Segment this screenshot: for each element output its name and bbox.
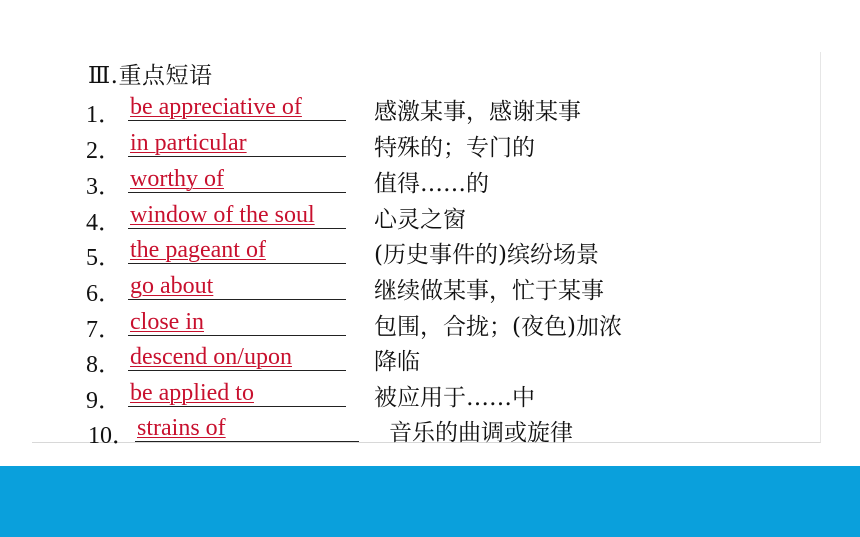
answer-blank bbox=[128, 200, 346, 229]
answer-blank bbox=[128, 128, 346, 157]
answer-blank bbox=[128, 164, 346, 193]
answer-blank bbox=[128, 378, 346, 407]
phrase-row bbox=[86, 378, 706, 412]
phrase-row bbox=[86, 200, 706, 234]
answer-text: worthy of bbox=[130, 166, 224, 192]
answer-blank bbox=[128, 271, 346, 300]
item-number: 1． bbox=[86, 102, 122, 128]
item-number: 8． bbox=[86, 352, 122, 378]
phrase-row bbox=[86, 413, 706, 447]
meaning-text: 音乐的曲调或旋律 bbox=[389, 420, 573, 446]
meaning-text: 感激某事，感谢某事 bbox=[374, 99, 581, 125]
answer-text: the pageant of bbox=[130, 237, 266, 263]
item-number: 6． bbox=[86, 281, 122, 307]
answer-text: descend on/upon bbox=[130, 344, 292, 370]
item-number: 10． bbox=[88, 423, 136, 449]
answer-text: be applied to bbox=[130, 380, 254, 406]
meaning-text: 特殊的；专门的 bbox=[374, 135, 535, 161]
answer-text: in particular bbox=[130, 130, 247, 156]
phrase-row bbox=[86, 307, 706, 341]
item-number: 9． bbox=[86, 388, 122, 414]
item-number: 2． bbox=[86, 138, 122, 164]
meaning-text: (历史事件的)缤纷场景 bbox=[374, 242, 599, 268]
phrase-row bbox=[86, 92, 706, 126]
phrase-row bbox=[86, 128, 706, 162]
answer-blank bbox=[128, 92, 346, 121]
answer-text: go about bbox=[130, 273, 214, 299]
item-number: 3． bbox=[86, 174, 122, 200]
footer-bar bbox=[0, 466, 860, 537]
answer-blank bbox=[135, 413, 359, 442]
meaning-text: 被应用于……中 bbox=[374, 385, 535, 411]
meaning-text: 值得……的 bbox=[374, 171, 489, 197]
item-number: 4． bbox=[86, 210, 122, 236]
answer-text: be appreciative of bbox=[130, 94, 302, 120]
phrase-row bbox=[86, 164, 706, 198]
meaning-text: 包围，合拢；(夜色)加浓 bbox=[374, 314, 622, 340]
answer-text: window of the soul bbox=[130, 202, 315, 228]
section-title: Ⅲ.重点短语 bbox=[88, 63, 213, 89]
phrase-row bbox=[86, 342, 706, 376]
phrase-row bbox=[86, 271, 706, 305]
item-number: 7． bbox=[86, 317, 122, 343]
phrase-row bbox=[86, 235, 706, 269]
answer-text: close in bbox=[130, 309, 204, 335]
answer-text: strains of bbox=[137, 415, 226, 441]
answer-blank bbox=[128, 307, 346, 336]
meaning-text: 继续做某事，忙于某事 bbox=[374, 278, 604, 304]
answer-blank bbox=[128, 235, 346, 264]
meaning-text: 心灵之窗 bbox=[374, 207, 466, 233]
item-number: 5． bbox=[86, 245, 122, 271]
meaning-text: 降临 bbox=[374, 349, 420, 375]
answer-blank bbox=[128, 342, 346, 371]
